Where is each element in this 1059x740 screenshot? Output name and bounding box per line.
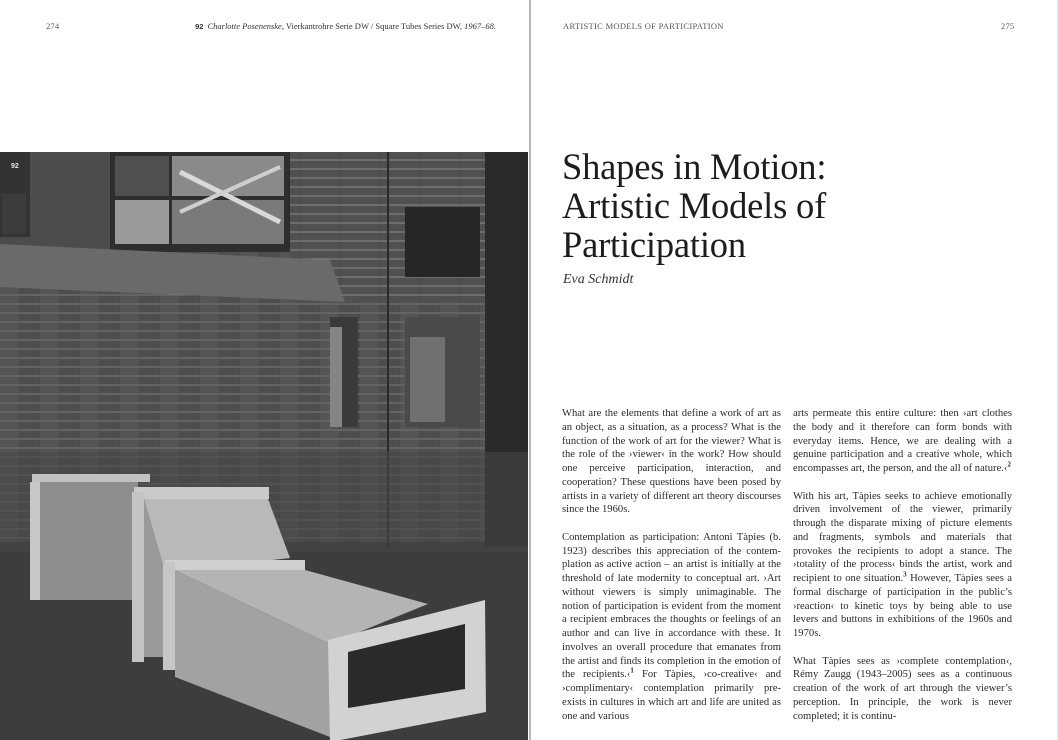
page-number-right: 275 bbox=[1001, 21, 1015, 31]
article-title bbox=[562, 147, 1022, 264]
artwork-photo bbox=[0, 152, 528, 740]
running-head: ARTISTIC MODELS OF PARTICIPATION bbox=[563, 21, 724, 31]
caption-artist: Charlotte Posenenske bbox=[207, 21, 282, 31]
text-column-1 bbox=[562, 407, 781, 737]
window-central bbox=[110, 152, 290, 252]
right-page bbox=[531, 0, 1058, 740]
title-line: Artistic Models of bbox=[562, 185, 827, 226]
footnote-ref[interactable]: 1 bbox=[630, 666, 634, 675]
paragraph-text: arts permeate this entire culture: then ›art clothes the body and it therefore can form bonds with everyday items. Hence, we are dealing with a genuine participation and a creative whole, which encompasses art, the person, and the all of nature.‹ bbox=[793, 408, 1012, 474]
left-page bbox=[0, 0, 529, 740]
paragraph-text: What Tàpies sees as ›complete contemplation‹, Rémy Zaugg (1943–2005) sees as a continuous creation of the work of art through the viewer’s perception. In principle, the work is never completed; it is continu- bbox=[793, 655, 1012, 722]
window-right bbox=[405, 207, 480, 277]
paragraph-text: For Tàpies, ›co-creative‹ and ›complimentary‹ contemplation primarily pre-exists in cultures in which art and life are united as one and various bbox=[562, 669, 782, 722]
paragraph bbox=[562, 407, 781, 517]
vent-grilles bbox=[330, 317, 480, 427]
paragraph-text: However, Tàpies sees a formal discharge of participation in the public’s ›reaction‹ to kinetic toys by being able to use levers and buttons in exhibitions of the 1960s and 1970s. bbox=[793, 573, 1012, 639]
footnote-ref[interactable]: 2 bbox=[1007, 460, 1011, 469]
caption-work: , Vierkantrohre Serie DW / Square Tubes Series DW, bbox=[281, 21, 465, 31]
paragraph bbox=[793, 407, 1012, 476]
page-number-left: 274 bbox=[46, 21, 60, 31]
figure-caption bbox=[195, 21, 496, 31]
paragraph-text: What are the elements that define a work of art as an object, as a situation, as a process? What is the function of the work of art for the viewer? What is the role of the ›viewer‹ in the work? How should one perceive participation, interaction, and cooperation? These questions have been posed by artists in a variety of different art theory discourses since the 1960s. bbox=[562, 408, 781, 516]
text-column-2 bbox=[793, 407, 1012, 737]
article-author: Eva Schmidt bbox=[563, 272, 634, 287]
paragraph bbox=[793, 655, 1012, 724]
paragraph-text: Contemplation as participation: Antoni Tàpies (b. 1923) describes this appreciation of the contemplation as active action – an artist is initially at the threshold of late modernity to conceptual art. ›Art without viewers is simply unimaginable. The notion of participation is evident from the moment a recipient embraces the thoughts or feelings of an author and can live in accordance with these. It involves an overall procedure that emanates from the artist and finds its completion in the emotion of the recipients.‹ bbox=[562, 531, 781, 681]
figure-number-label: 92 bbox=[11, 163, 19, 170]
footnote-ref[interactable]: 3 bbox=[903, 570, 907, 579]
caption-figure-number: 92 bbox=[195, 22, 204, 31]
title-line: Participation bbox=[562, 224, 746, 265]
paragraph-text: With his art, Tàpies seeks to achieve emotionally driven involvement of the viewer, primarily through the disparate mixing of picture elements and fragments, symbols and materials that provokes the recipients to adopt a stance. The ›totality of the process‹ binds the artist, work and recipient to one situation. bbox=[793, 490, 1012, 584]
photo-illustration bbox=[0, 152, 528, 740]
paragraph bbox=[793, 490, 1012, 641]
paragraph bbox=[562, 531, 781, 724]
caption-date: 1967–68. bbox=[464, 21, 496, 31]
title-line: Shapes in Motion: bbox=[562, 146, 827, 187]
